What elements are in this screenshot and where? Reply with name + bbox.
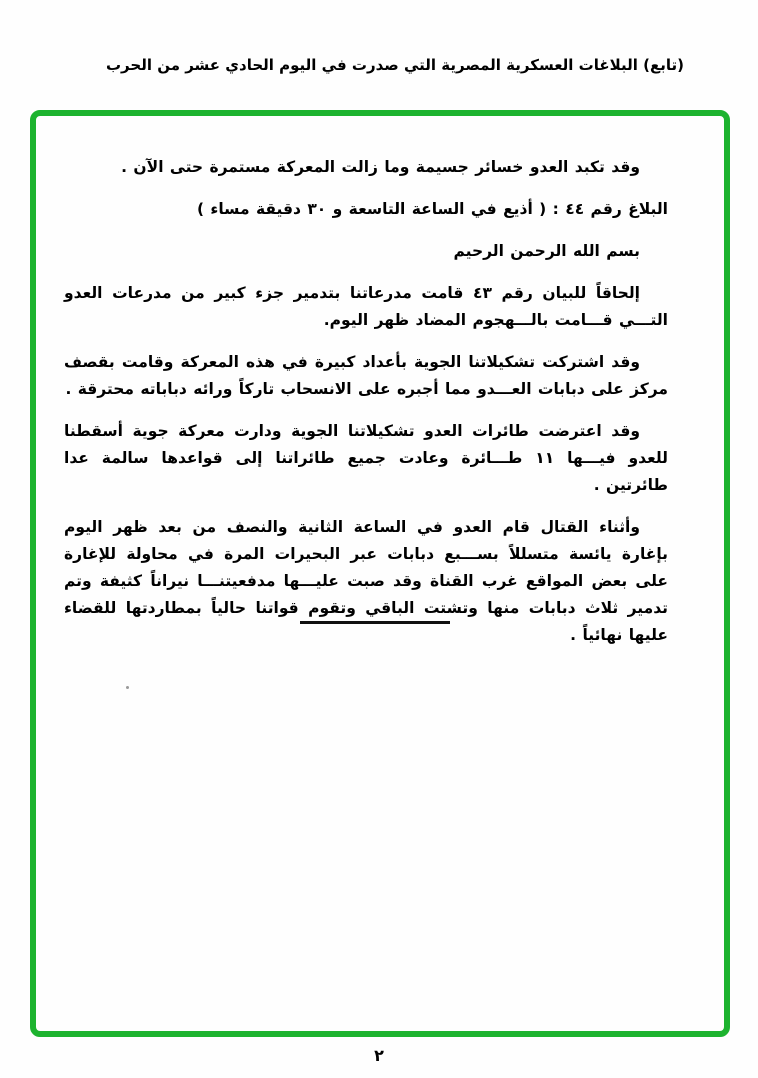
page-number: ٢ xyxy=(374,1046,384,1065)
page-title: (تابع) البلاغات العسكرية المصرية التي صدرت في اليوم الحادي عشر من الحرب xyxy=(105,56,684,74)
paragraph-air-formations: وقد اشتركت تشكيلاتنا الجوية بأعداد كبيرة في هذه المعركة وقامت بقصف مركز على دبابات العـــدو مما أجبره على الانسحاب تاركاً ورائه دباباته محترقة . xyxy=(64,353,668,398)
bulletin-box xyxy=(30,110,730,1037)
scan-artifact-dot xyxy=(126,686,129,689)
section-divider xyxy=(300,621,450,624)
paragraph-bulletin-number: البلاغ رقم ٤٤ : ( أذيع في الساعة التاسعة و ٣٠ دقيقة مساء ) xyxy=(196,200,668,218)
paragraph-armor-destruction: إلحاقاً للبيان رقم ٤٣ قامت مدرعاتنا بتدمير جزء كبير من مدرعات العدو التـــي قـــامت بالـــهجوم المضاد ظهر اليوم. xyxy=(64,284,668,329)
paragraph-tank-raid: وأثناء القتال قام العدو في الساعة الثانية والنصف من بعد ظهر اليوم بإغارة يائسة متسللاً بســـبع دبابات عبر البحيرات المرة في محاولة للإغارة على بعض المواقع غرب القناة وقد صبت عليـــها مدفعيتنـــا نيراناً كثيفة وتم تدمير ثلاث دبابات منها وتشتت الباقي وتقوم قواتنا حالياً بمطاردتها للقضاء عليها نهائياً . xyxy=(64,518,668,644)
paragraph-battle-losses: وقد تكبد العدو خسائر جسيمة وما زالت المعركة مستمرة حتى الآن . xyxy=(121,158,640,176)
paragraph-basmala: بسم الله الرحمن الرحيم xyxy=(453,242,640,260)
paragraph-air-battle: وقد اعترضت طائرات العدو تشكيلاتنا الجوية ودارت معركة جوية أسقطنا للعدو فيـــها ١١ طـــائرة وعادت جميع طائراتنا إلى قواعدها سالمة عدا طائرتين . xyxy=(64,422,668,494)
